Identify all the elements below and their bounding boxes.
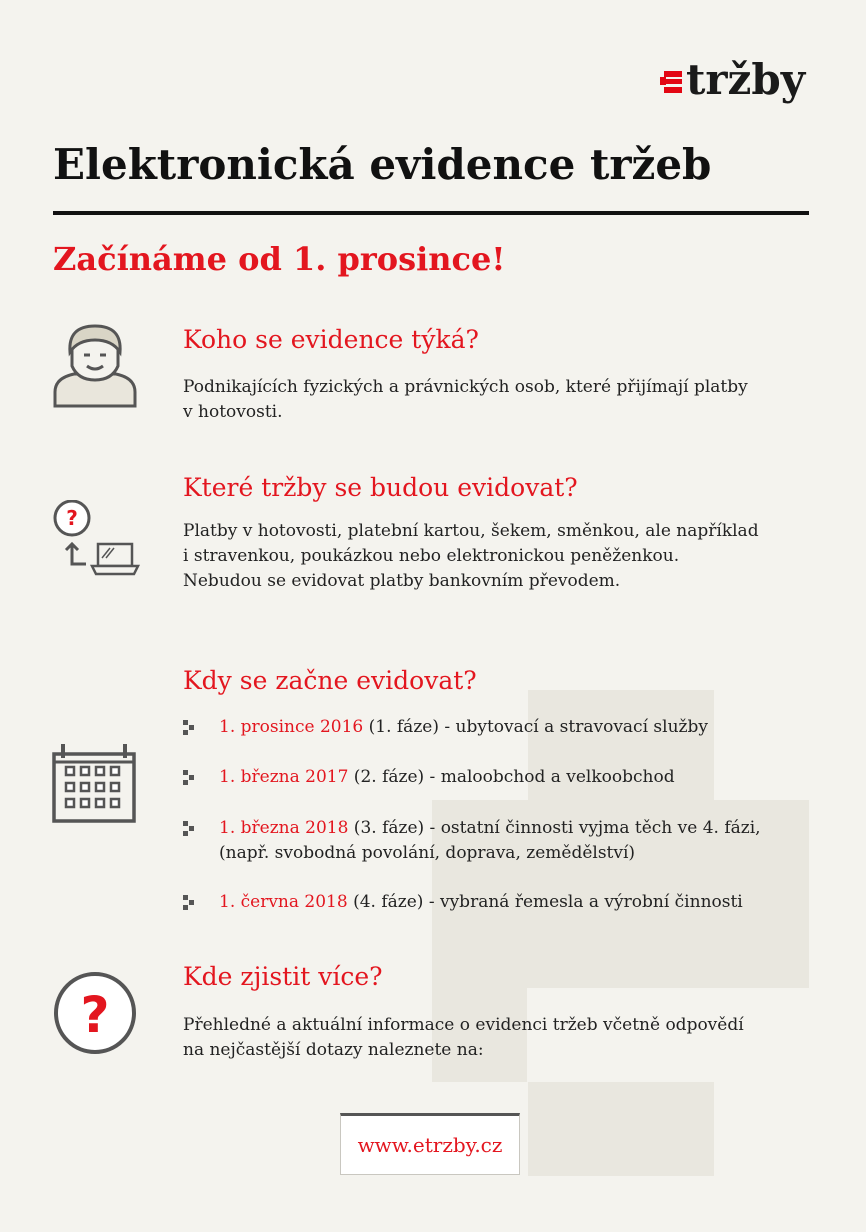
website-link-box[interactable] <box>340 1113 520 1175</box>
svg-text:?: ? <box>66 506 78 530</box>
svg-text:?: ? <box>80 986 110 1044</box>
title-divider <box>53 211 809 215</box>
phase-date: 1. června 2018 <box>219 892 348 912</box>
text-line: Přehledné a aktuální informace o evidenci tržeb včetně odpovědí <box>183 1015 744 1035</box>
phase-description: (4. fáze) - vybraná řemesla a výrobní činnosti <box>347 892 743 912</box>
section-heading-who: Koho se evidence týká? <box>183 325 479 354</box>
website-link[interactable]: www.etrzby.cz <box>357 1133 503 1157</box>
phase-date: 1. března 2018 <box>219 818 349 838</box>
text-line: Platby v hotovosti, platební kartou, šekem, směnkou, ale například <box>183 521 759 541</box>
etrzby-logo <box>660 55 805 105</box>
calendar-icon <box>52 744 136 824</box>
bullet-icon <box>183 821 199 837</box>
bullet-icon <box>183 770 199 786</box>
phase-description: (3. fáze) - ostatní činnosti vyjma těch ve 4. fázi, <box>348 818 761 838</box>
logo-mark <box>660 65 682 95</box>
text-line: Nebudou se evidovat platby bankovním převodem. <box>183 571 621 591</box>
bullet-icon <box>183 895 199 911</box>
phase-date: 1. prosince 2016 <box>219 717 364 737</box>
phase-description-line2: (např. svobodná povolání, doprava, zemědělství) <box>219 843 636 863</box>
page-subtitle: Začínáme od 1. prosince! <box>53 240 506 278</box>
logo-text: tržby <box>686 55 806 104</box>
phase-description: (2. fáze) - maloobchod a velkoobchod <box>348 767 675 787</box>
text-line: i stravenkou, poukázkou nebo elektronickou peněženkou. <box>183 546 680 566</box>
section-heading-which: Které tržby se budou evidovat? <box>183 473 578 502</box>
section-text-more <box>183 1013 783 1063</box>
page-title: Elektronická evidence tržeb <box>53 140 712 189</box>
text-line: v hotovosti. <box>183 402 283 422</box>
phase-description: (1. fáze) - ubytovací a stravovací služby <box>363 717 708 737</box>
person-icon <box>52 322 138 410</box>
section-text-which <box>183 519 783 594</box>
text-line: Podnikajících fyzických a právnických osob, které přijímají platby <box>183 377 748 397</box>
question-circle-icon <box>52 970 138 1056</box>
text-line: na nejčastější dotazy naleznete na: <box>183 1040 484 1060</box>
section-heading-more: Kde zjistit více? <box>183 962 383 991</box>
phase-date: 1. března 2017 <box>219 767 349 787</box>
section-heading-when: Kdy se začne evidovat? <box>183 666 477 695</box>
question-laptop-icon <box>52 500 140 582</box>
section-text-who <box>183 375 783 425</box>
bullet-icon <box>183 720 199 736</box>
